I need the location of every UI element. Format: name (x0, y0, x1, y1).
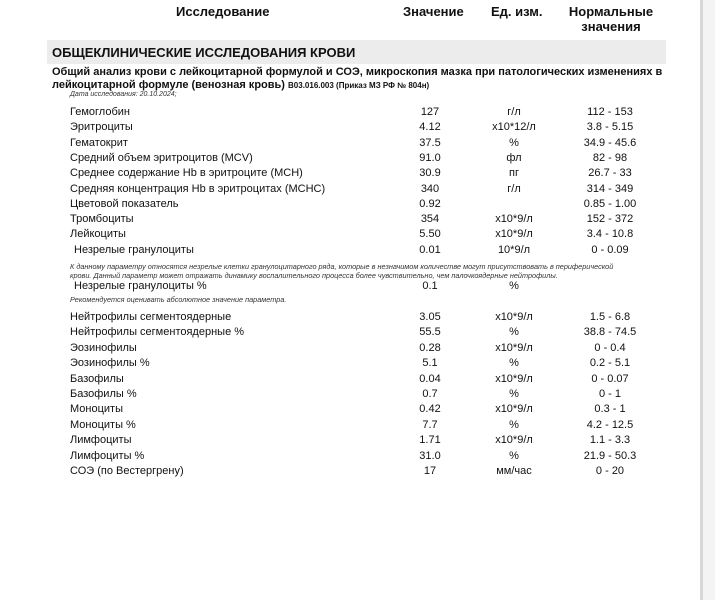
table-row (0, 243, 700, 258)
row-value: 17 (423, 465, 437, 477)
header-reference-line2: значения (581, 19, 641, 34)
header-reference (568, 4, 654, 34)
row-reference: 26.7 - 33 (588, 167, 632, 180)
note-line1: К данному параметру относятся незрелые клетки гранулоцитарного ряда, которые в незначимом количестве могут присутствовать в периферической (70, 262, 614, 271)
header-unit: Ед. изм. (491, 4, 543, 19)
row-value: 0.7 (422, 388, 438, 400)
row-reference: 82 - 98 (592, 151, 628, 164)
table-row (0, 120, 700, 135)
row-value: 0.04 (419, 372, 441, 385)
row-value: 7.7 (422, 418, 438, 431)
row-name: Нейтрофилы сегментоядерные % (70, 326, 245, 339)
note-immature-granulocytes (70, 262, 670, 280)
row-name: Лимфоциты (70, 434, 132, 447)
row-reference: 38.8 - 74.5 (583, 326, 637, 339)
row-reference: 34.9 - 45.6 (583, 136, 637, 149)
panel-code: B03.016.003 (Приказ МЗ РФ № 804н) (288, 81, 430, 90)
header-test: Исследование (176, 4, 270, 19)
note-absolute-value: Рекомендуется оценивать абсолютное значение параметра. (70, 295, 287, 304)
row-name: Базофилы % (70, 388, 137, 400)
table-row (0, 433, 700, 448)
row-name: Средний объем эритроцитов (MCV) (70, 151, 253, 164)
table-row (0, 227, 700, 242)
row-unit: % (509, 388, 519, 400)
table-row (0, 402, 700, 417)
row-unit: % (509, 280, 519, 292)
row-reference: 0.2 - 5.1 (589, 357, 631, 370)
table-row (0, 197, 700, 212)
row-name: Эозинофилы (70, 341, 137, 354)
row-value: 37.5 (419, 136, 441, 149)
row-name: Моноциты (70, 403, 123, 416)
table-row (0, 372, 700, 387)
row-name: Незрелые гранулоциты (74, 243, 194, 256)
row-reference: 152 - 372 (586, 213, 634, 226)
table-row (0, 105, 700, 120)
row-name: Лимфоциты % (70, 449, 145, 462)
row-value: 30.9 (419, 167, 441, 180)
row-reference: 1.1 - 3.3 (589, 434, 631, 447)
row-value: 55.5 (419, 326, 441, 339)
row-unit: x10*9/л (495, 341, 533, 354)
row-unit: фл (506, 151, 522, 164)
table-row (0, 356, 700, 371)
table-row (0, 325, 700, 340)
panel-title-line1: Общий анализ крови с лейкоцитарной формулой и СОЭ, микроскопия мазка при патологических изменениях в (52, 66, 663, 78)
row-value: 0.28 (419, 341, 441, 354)
row-unit: x10*9/л (495, 311, 533, 323)
row-reference: 314 - 349 (586, 182, 634, 195)
row-unit: г/л (507, 106, 521, 118)
table-row (0, 136, 700, 151)
table-row (0, 279, 700, 294)
table-row (0, 166, 700, 181)
row-value: 0.42 (419, 403, 441, 416)
table-row (0, 341, 700, 356)
header-reference-line1: Нормальные (568, 4, 654, 19)
table-row (0, 464, 700, 479)
row-unit: % (509, 418, 519, 431)
row-value: 4.12 (419, 121, 441, 134)
table-row (0, 182, 700, 197)
row-reference: 4.2 - 12.5 (586, 418, 634, 431)
row-value: 127 (420, 106, 440, 118)
row-name: СОЭ (по Вестергрену) (70, 465, 184, 477)
row-name: Эозинофилы % (70, 357, 150, 370)
row-reference: 1.5 - 6.8 (589, 311, 631, 323)
row-unit: x10*9/л (495, 228, 533, 241)
row-name: Средняя концентрация Hb в эритроцитах (MCHC) (70, 182, 326, 195)
row-value: 340 (420, 182, 440, 195)
row-name: Лейкоциты (70, 228, 126, 241)
row-unit: % (509, 326, 519, 339)
row-name: Гематокрит (70, 136, 128, 149)
note-line2: крови. Данный параметр может отражать динамику воспалительного процесса более чувствительно, чем палочкоядерные нейтрофилы. (70, 271, 558, 280)
row-reference: 0.3 - 1 (594, 403, 626, 416)
row-reference: 112 - 153 (587, 106, 633, 118)
table-row (0, 387, 700, 402)
panel-title (52, 66, 664, 92)
table-row (0, 449, 700, 464)
row-name: Цветовой показатель (70, 197, 179, 210)
row-name: Незрелые гранулоциты % (74, 280, 207, 292)
row-unit: x10*12/л (492, 121, 536, 134)
row-reference: 0 - 0.09 (591, 243, 629, 256)
header-value: Значение (403, 4, 464, 19)
row-unit: x10*9/л (495, 213, 533, 226)
row-value: 354 (420, 213, 440, 226)
row-name: Среднее содержание Hb в эритроците (MCH) (70, 167, 303, 180)
row-value: 0.01 (419, 243, 441, 256)
row-value: 0.92 (419, 197, 441, 210)
study-date: Дата исследования: 20.10.2024; (70, 91, 177, 98)
row-reference: 0 - 1 (598, 388, 621, 400)
row-reference: 3.8 - 5.15 (586, 121, 634, 134)
row-unit: 10*9/л (497, 243, 531, 256)
row-value: 91.0 (419, 151, 441, 164)
table-row (0, 151, 700, 166)
section-title: ОБЩЕКЛИНИЧЕСКИЕ ИССЛЕДОВАНИЯ КРОВИ (52, 45, 356, 60)
row-reference: 21.9 - 50.3 (583, 449, 637, 462)
row-name: Эритроциты (70, 121, 133, 134)
row-reference: 3.4 - 10.8 (586, 228, 634, 241)
row-unit: % (509, 449, 519, 462)
row-reference: 0 - 0.4 (594, 341, 626, 354)
row-value: 1.71 (419, 434, 441, 447)
row-unit: % (509, 136, 519, 149)
row-value: 5.1 (422, 357, 438, 370)
row-reference: 0 - 0.07 (591, 372, 629, 385)
row-unit: мм/час (496, 465, 532, 477)
row-reference: 0 - 20 (595, 465, 625, 477)
row-unit: x10*9/л (495, 372, 533, 385)
row-value: 0.1 (422, 280, 438, 292)
row-name: Базофилы (70, 372, 124, 385)
table-row (0, 212, 700, 227)
row-unit: x10*9/л (495, 403, 533, 416)
row-name: Нейтрофилы сегментоядерные (70, 311, 232, 323)
row-unit: пг (509, 167, 519, 180)
row-value: 3.05 (419, 311, 441, 323)
table-row (0, 310, 700, 325)
row-name: Гемоглобин (70, 106, 130, 118)
row-value: 5.50 (419, 228, 441, 241)
row-reference: 0.85 - 1.00 (583, 197, 637, 210)
row-value: 31.0 (419, 449, 441, 462)
page-margin (703, 0, 715, 600)
row-unit: % (509, 357, 519, 370)
row-unit: x10*9/л (495, 434, 533, 447)
row-name: Моноциты % (70, 418, 136, 431)
panel-title-line2-text: лейкоцитарной формуле (венозная кровь) (52, 79, 285, 91)
row-name: Тромбоциты (70, 213, 134, 226)
row-unit: г/л (507, 182, 521, 195)
table-row (0, 418, 700, 433)
